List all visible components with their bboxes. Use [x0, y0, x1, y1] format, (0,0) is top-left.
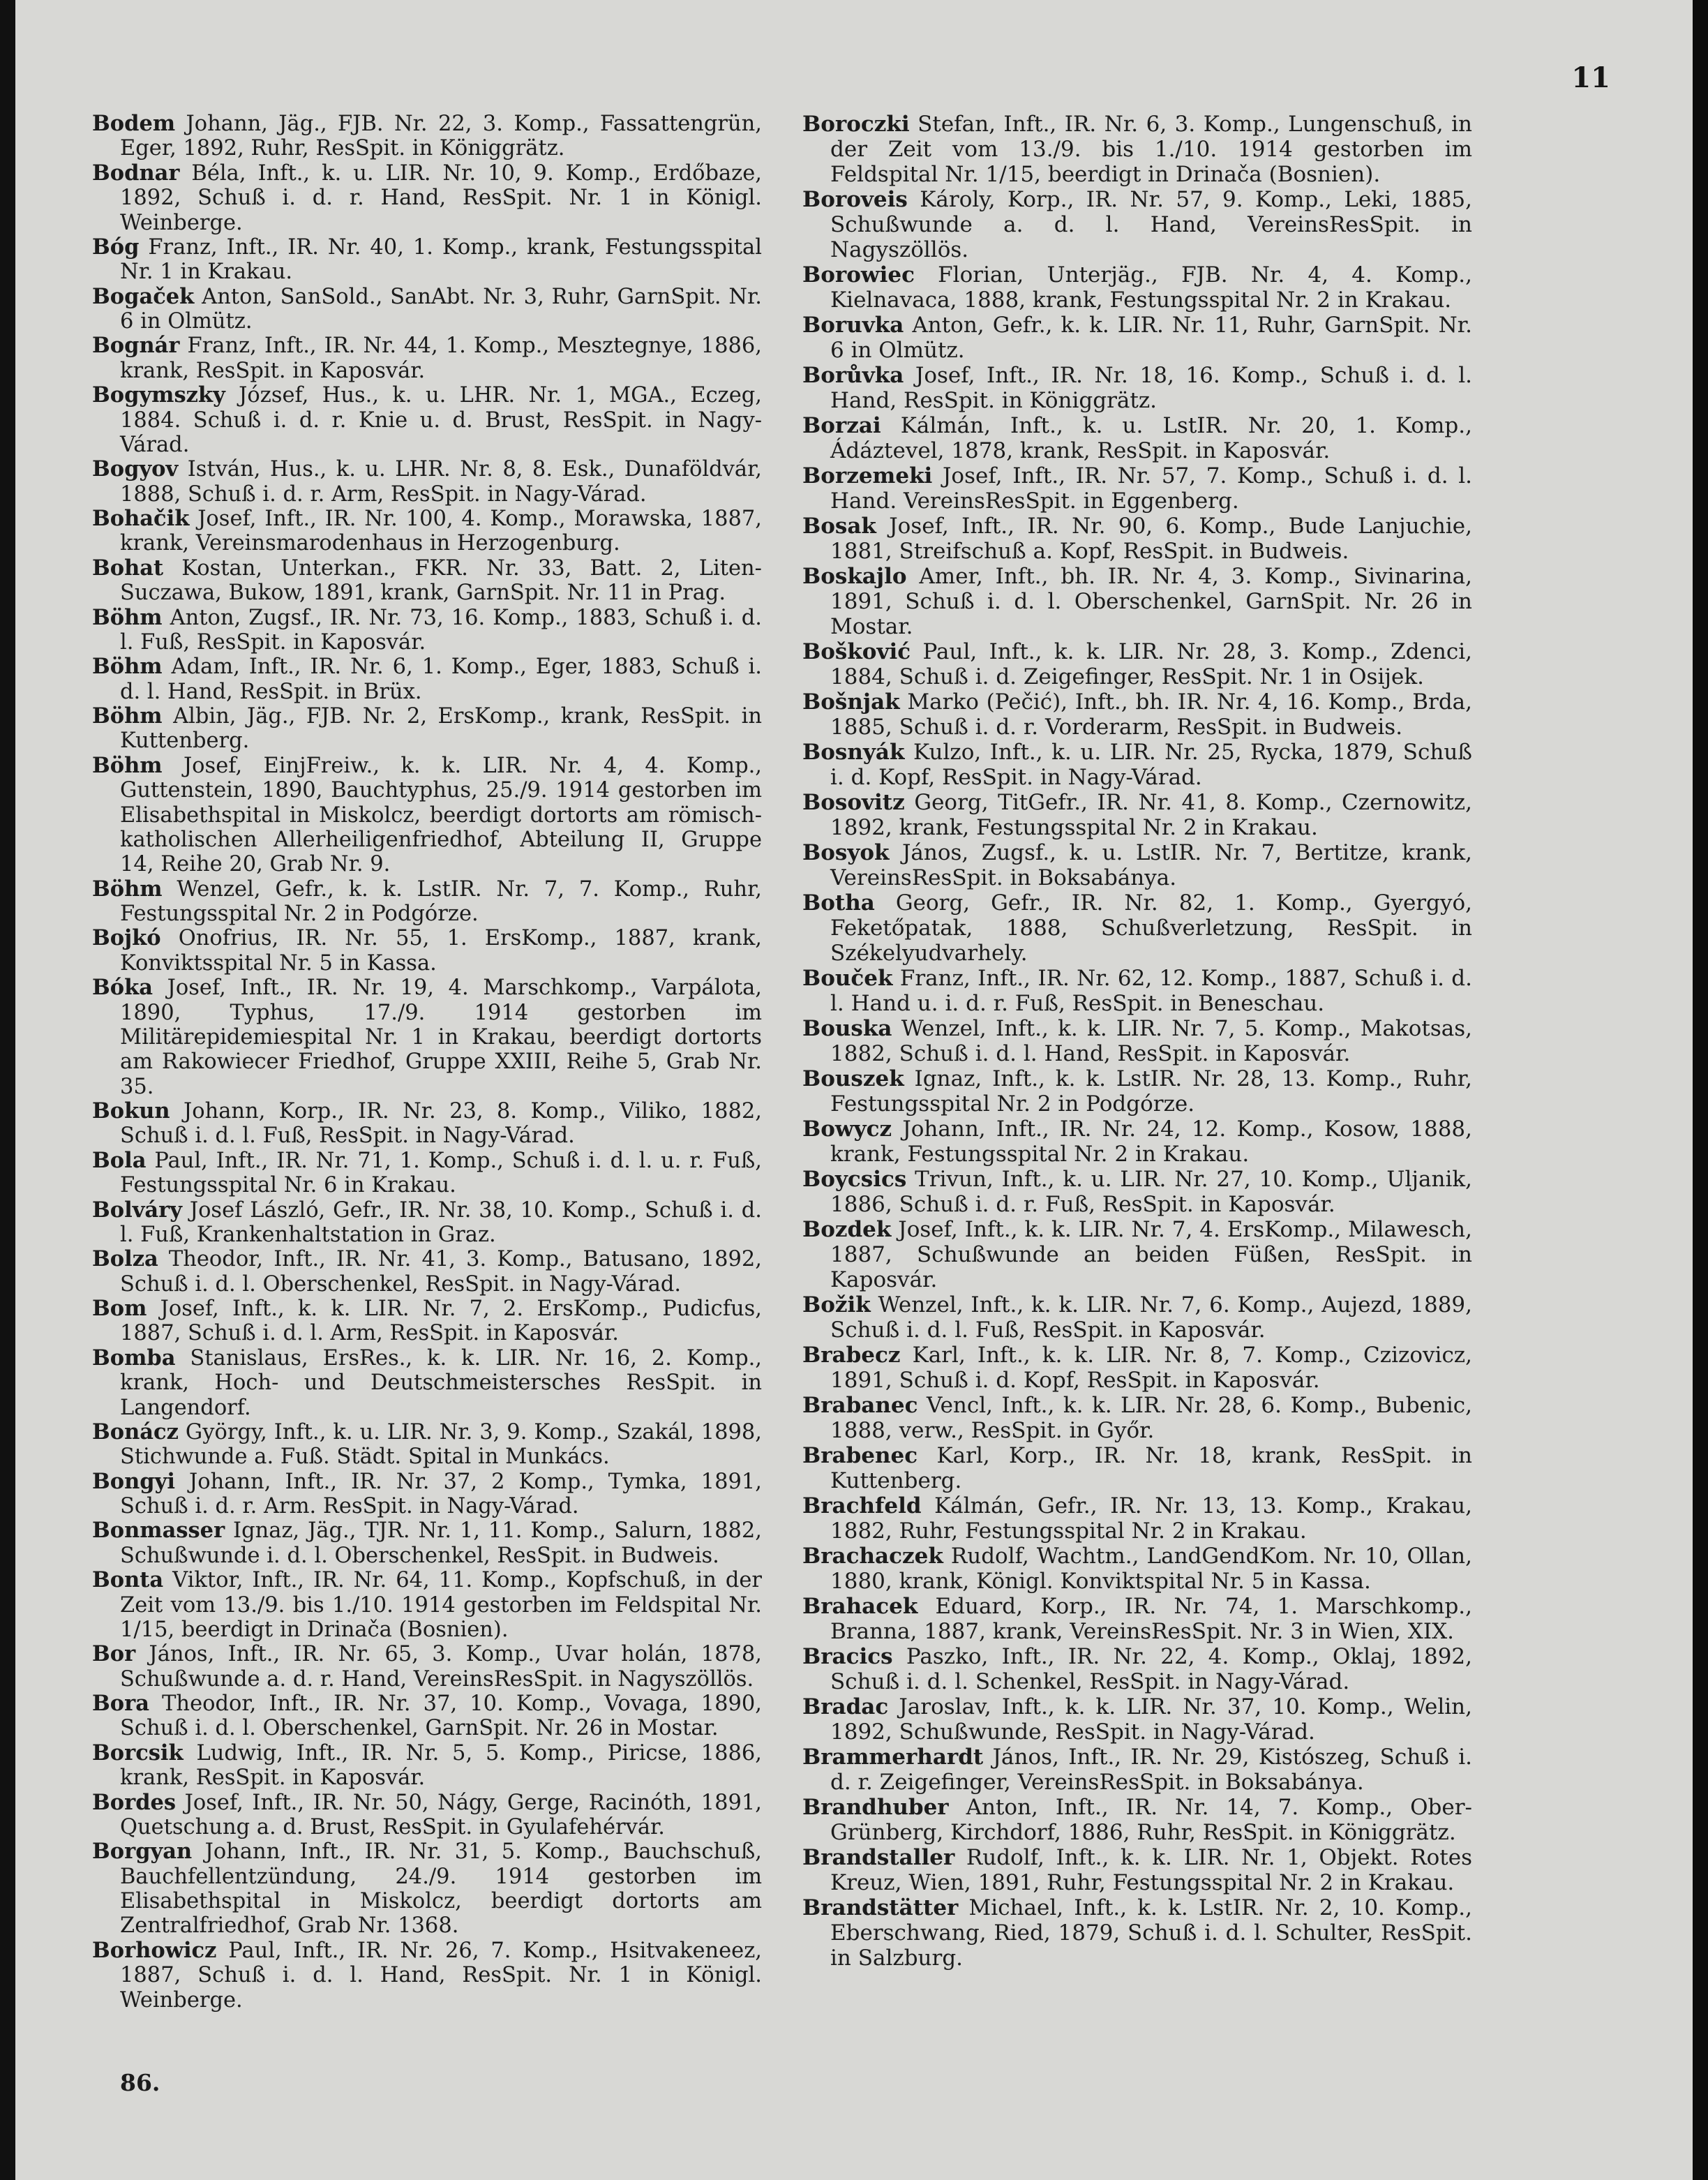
entry-details: Károly, Korp., IR. Nr. 57, 9. Komp., Leki, 1885, Schußwunde a. d. l. Hand, VereinsResSpit. in Nagyszöllös.: [830, 187, 1472, 262]
entry-surname: Bosak: [802, 514, 876, 539]
register-entry: [92, 457, 762, 507]
entry-details: Marko (Pečić), Inft., bh. IR. Nr. 4, 16. Komp., Brda, 1885, Schuß i. d. r. Vorderarm, ResSpit. in Budweis.: [830, 689, 1472, 740]
register-entry: [92, 1741, 762, 1791]
entry-details: Wenzel, Inft., k. k. LIR. Nr. 7, 6. Komp., Aujezd, 1889, Schuß i. d. l. Fuß, ResSpit. in Kaposvár.: [830, 1292, 1472, 1343]
entry-details: Johann, Inft., IR. Nr. 24, 12. Komp., Kosow, 1888, krank, Festungsspital Nr. 2 in Krakau.: [830, 1117, 1472, 1167]
entry-details: Josef László, Gefr., IR. Nr. 38, 10. Komp., Schuß i. d. l. Fuß, Krankenhaltstation in Graz.: [120, 1197, 762, 1247]
register-entry: [802, 1217, 1472, 1292]
entry-details: Anton, SanSold., SanAbt. Nr. 3, Ruhr, GarnSpit. Nr. 6 in Olmütz.: [120, 284, 762, 334]
entry-details: Paul, Inft., IR. Nr. 71, 1. Komp., Schuß i. d. l. u. r. Fuß, Festungsspital Nr. 6 in Krakau.: [120, 1148, 762, 1198]
register-entry: [802, 1343, 1472, 1393]
register-entry: [92, 161, 762, 235]
entry-details: Kálmán, Gefr., IR. Nr. 13, 13. Komp., Krakau, 1882, Ruhr, Festungsspital Nr. 2 in Krakau.: [830, 1493, 1472, 1544]
register-entry: [92, 606, 762, 655]
register-entry: [802, 1895, 1472, 1971]
entry-details: Kostan, Unterkan., FKR. Nr. 33, Batt. 2, Liten-Suczawa, Bukow, 1891, krank, GarnSpit. Nr. 11 in Prag.: [120, 555, 762, 606]
register-entry: [802, 1016, 1472, 1066]
register-entry: [802, 262, 1472, 313]
register-entry: [802, 1795, 1472, 1845]
entry-surname: Bóka: [92, 975, 153, 1001]
register-entry: [92, 1642, 762, 1692]
entry-details: István, Hus., k. u. LHR. Nr. 8, 8. Esk., Dunaföldvár, 1888, Schuß i. d. r. Arm, ResSpit. in Nagy-Várad.: [120, 457, 762, 507]
register-entry: [92, 1518, 762, 1568]
entry-surname: Bouszek: [802, 1066, 904, 1091]
entry-surname: Borgyan: [92, 1839, 193, 1865]
register-entry: [92, 1247, 762, 1297]
entry-surname: Bongyi: [92, 1468, 175, 1494]
entry-surname: Brachfeld: [802, 1493, 922, 1518]
register-entry: [802, 514, 1472, 564]
register-entry: [92, 1470, 762, 1519]
register-entry: [802, 1393, 1472, 1443]
entry-details: Josef, Inft., k. k. LIR. Nr. 7, 2. ErsKomp., Pudicfus, 1887, Schuß i. d. l. Arm, ResSpit. in Kaposvár.: [120, 1297, 762, 1346]
register-entry: [92, 556, 762, 606]
entry-details: János, Inft., IR. Nr. 65, 3. Komp., Uvar holán, 1878, Schußwunde a. d. r. Hand, VereinsResSpit. in Nagyszöllös.: [120, 1642, 762, 1692]
register-entry: [92, 1297, 762, 1346]
entry-surname: Bogymszky: [92, 382, 225, 408]
register-entry: [92, 1420, 762, 1470]
entry-surname: Bola: [92, 1147, 147, 1173]
entry-surname: Bohat: [92, 555, 164, 581]
register-entry: [802, 1167, 1472, 1217]
entry-surname: Brandstätter: [802, 1895, 959, 1920]
entry-surname: Bomba: [92, 1345, 176, 1371]
entry-details: Kulzo, Inft., k. u. LIR. Nr. 25, Rycka, 1879, Schuß i. d. Kopf, ResSpit. in Nagy-Várad.: [830, 740, 1472, 790]
register-entry: [802, 313, 1472, 363]
register-entry: [92, 285, 762, 334]
entry-details: Ludwig, Inft., IR. Nr. 5, 5. Komp., Piricse, 1886, krank, ResSpit. in Kaposvár.: [120, 1740, 762, 1791]
entry-surname: Boroczki: [802, 112, 910, 137]
entry-surname: Botha: [802, 890, 875, 916]
entry-surname: Bolza: [92, 1246, 158, 1272]
entry-surname: Bracics: [802, 1644, 893, 1669]
register-entry: [92, 877, 762, 927]
entry-surname: Borcsik: [92, 1740, 183, 1765]
scan-edge: [1693, 0, 1708, 2180]
entry-surname: Bouček: [802, 966, 893, 991]
register-entry: [92, 334, 762, 383]
register-entry: [802, 463, 1472, 514]
register-entry: [802, 689, 1472, 740]
entry-details: Anton, Zugsf., IR. Nr. 73, 16. Komp., 1883, Schuß i. d. l. Fuß, ResSpit. in Kaposvár.: [120, 605, 762, 655]
entry-surname: Bozdek: [802, 1217, 892, 1242]
register-entry: [802, 1594, 1472, 1644]
entry-details: Paul, Inft., k. k. LIR. Nr. 28, 3. Komp., Zdenci, 1884, Schuß i. d. Zeigefinger, ResSpit. Nr. 1 in Osijek.: [830, 639, 1472, 689]
entry-details: Karl, Korp., IR. Nr. 18, krank, ResSpit. in Kuttenberg.: [830, 1443, 1472, 1493]
entry-details: Josef, Inft., IR. Nr. 90, 6. Komp., Bude Lanjuchie, 1881, Streifschuß a. Kopf, ResSpit. in Budweis.: [830, 514, 1472, 564]
register-entry: [802, 1845, 1472, 1895]
entry-details: Theodor, Inft., IR. Nr. 37, 10. Komp., Vovaga, 1890, Schuß i. d. l. Oberschenkel, GarnSpit. Nr. 26 in Mostar.: [120, 1692, 762, 1741]
entry-details: Stefan, Inft., IR. Nr. 6, 3. Komp., Lungenschuß, in der Zeit vom 13./9. bis 1./10. 1914 gestorben im Feldspital Nr. 1/15, beerdigt in Drinača (Bosnien).: [830, 112, 1472, 187]
register-entry: [92, 235, 762, 285]
register-entry: [802, 1292, 1472, 1343]
entry-surname: Bosnyák: [802, 740, 905, 765]
register-entry: [92, 507, 762, 556]
entry-details: Johann, Jäg., FJB. Nr. 22, 3. Komp., Fassattengrün, Eger, 1892, Ruhr, ResSpit. in Königgrätz.: [120, 112, 762, 161]
entry-surname: Bokun: [92, 1098, 170, 1123]
entry-surname: Böhm: [92, 703, 163, 729]
register-entry: [802, 1493, 1472, 1544]
entry-surname: Bosyok: [802, 840, 890, 865]
entry-surname: Bosovitz: [802, 790, 905, 815]
entry-details: János, Inft., IR. Nr. 29, Kistószeg, Schuß i. d. r. Zeigefinger, VereinsResSpit. in Boksabánya.: [830, 1745, 1472, 1795]
entry-surname: Brabenec: [802, 1443, 918, 1468]
entry-surname: Bóg: [92, 234, 140, 260]
entry-details: Rudolf, Inft., k. k. LIR. Nr. 1, Objekt. Rotes Kreuz, Wien, 1891, Ruhr, Festungsspital Nr. 2 in Krakau.: [830, 1845, 1472, 1895]
entry-details: Wenzel, Gefr., k. k. LstIR. Nr. 7, 7. Komp., Ruhr, Festungsspital Nr. 2 in Podgórze.: [120, 876, 762, 926]
entry-details: Anton, Inft., IR. Nr. 14, 7. Komp., Ober-Grünberg, Kirchdorf, 1886, Ruhr, ResSpit. in Königgrätz.: [830, 1795, 1472, 1845]
entry-details: Josef, Inft., IR. Nr. 50, Nágy, Gerge, Racinóth, 1891, Quetschung a. d. Brust, ResSpit. in Gyulafehérvár.: [120, 1790, 762, 1839]
entry-surname: Borhowicz: [92, 1937, 217, 1963]
entry-details: Josef, EinjFreiw., k. k. LIR. Nr. 4, 4. Komp., Guttenstein, 1890, Bauchtyphus, 25./9. 1914 gestorben im Elisabethspital in Miskolcz, beerdigt dortorts am römisch-katholischen Allerheiligenfriedhof, Abteilung II, Gruppe 14, Reihe 20, Grab Nr. 9.: [120, 753, 762, 877]
entry-details: Rudolf, Wachtm., LandGendKom. Nr. 10, Ollan, 1880, krank, Königl. Konviktspital Nr. 5 in Kassa.: [830, 1544, 1472, 1594]
register-entry: [802, 363, 1472, 413]
entry-surname: Borzemeki: [802, 463, 933, 488]
entry-surname: Brahacek: [802, 1594, 918, 1619]
entry-details: Wenzel, Inft., k. k. LIR. Nr. 7, 5. Komp., Makotsas, 1882, Schuß i. d. l. Hand, ResSpit. in Kaposvár.: [830, 1016, 1472, 1066]
entry-details: Viktor, Inft., IR. Nr. 64, 11. Komp., Kopfschuß, in der Zeit vom 13./9. bis 1./10. 1914 gestorben im Feldspital Nr. 1/15, beerdigt in Drinača (Bosnien).: [120, 1568, 762, 1642]
entry-details: Johann, Inft., IR. Nr. 37, 2 Komp., Tymka, 1891, Schuß i. d. r. Arm. ResSpit. in Nagy-Várad.: [120, 1469, 762, 1518]
entry-surname: Boycsics: [802, 1167, 907, 1192]
entry-details: Anton, Gefr., k. k. LIR. Nr. 11, Ruhr, GarnSpit. Nr. 6 in Olmütz.: [830, 313, 1472, 363]
entry-details: Josef, Inft., IR. Nr. 57, 7. Komp., Schuß i. d. l. Hand. VereinsResSpit. in Eggenberg.: [830, 463, 1472, 514]
entry-surname: Borzai: [802, 413, 881, 438]
register-entry: [92, 1939, 762, 2013]
register-entry: [802, 1644, 1472, 1694]
entry-surname: Boroveis: [802, 187, 908, 212]
entry-surname: Bodnar: [92, 160, 180, 186]
entry-details: Jaroslav, Inft., k. k. LIR. Nr. 37, 10. Komp., Welin, 1892, Schußwunde, ResSpit. in Nagy-Várad.: [830, 1694, 1472, 1745]
entry-details: Vencl, Inft., k. k. LIR. Nr. 28, 6. Komp., Bubenic, 1888, verw., ResSpit. in Győr.: [830, 1393, 1472, 1443]
entry-details: József, Hus., k. u. LHR. Nr. 1, MGA., Eczeg, 1884. Schuß i. d. r. Knie u. d. Brust, ResSpit. in Nagy-Várad.: [120, 383, 762, 457]
entry-details: Kálmán, Inft., k. u. LstIR. Nr. 20, 1. Komp., Ádáztevel, 1878, krank, ResSpit. in Kaposvár.: [830, 413, 1472, 463]
entry-surname: Bonmasser: [92, 1518, 225, 1544]
entry-details: Amer, Inft., bh. IR. Nr. 4, 3. Komp., Sivinarina, 1891, Schuß i. d. l. Oberschenkel, GarnSpit. Nr. 26 in Mostar.: [830, 564, 1472, 639]
entry-details: Paszko, Inft., IR. Nr. 22, 4. Komp., Oklaj, 1892, Schuß i. d. l. Schenkel, ResSpit. in Nagy-Várad.: [830, 1644, 1472, 1694]
entry-surname: Bošković: [802, 639, 911, 664]
entry-surname: Böhm: [92, 752, 163, 778]
entry-details: Theodor, Inft., IR. Nr. 41, 3. Komp., Batusano, 1892, Schuß i. d. l. Oberschenkel, ResSpit. in Nagy-Várad.: [120, 1247, 762, 1297]
entry-details: Karl, Inft., k. k. LIR. Nr. 8, 7. Komp., Czizovicz, 1891, Schuß i. d. Kopf, ResSpit. in Kaposvár.: [830, 1343, 1472, 1393]
entry-surname: Brabanec: [802, 1393, 918, 1418]
entry-surname: Božik: [802, 1292, 871, 1317]
entry-details: Johann, Inft., IR. Nr. 31, 5. Komp., Bauchschuß, Bauchfellentzündung, 24./9. 1914 gestorben im Elisabethspital in Miskolcz, beerdigt dortorts am Zentralfriedhof, Grab Nr. 1368.: [120, 1839, 762, 1939]
entry-details: Josef, Inft., IR. Nr. 19, 4. Marschkomp., Varpálota, 1890, Typhus, 17./9. 1914 gestorben im Militärepidemiespital Nr. 1 in Krakau, beerdigt dortorts am Rakowiecer Friedhof, Gruppe XXIII, Reihe 5, Grab Nr. 35.: [120, 976, 762, 1099]
register-entry: [802, 1694, 1472, 1745]
entry-details: Eduard, Korp., IR. Nr. 74, 1. Marschkomp., Branna, 1887, krank, VereinsResSpit. Nr. 3 in Wien, XIX.: [830, 1594, 1472, 1644]
entry-surname: Bogaček: [92, 283, 195, 309]
register-entry: [802, 1745, 1472, 1795]
entry-surname: Böhm: [92, 654, 163, 680]
register-entry: [92, 926, 762, 976]
register-entry: [802, 1544, 1472, 1594]
entry-surname: Bohačik: [92, 506, 190, 531]
entry-details: Adam, Inft., IR. Nr. 6, 1. Komp., Eger, 1883, Schuß i. d. l. Hand, ResSpit. in Brüx.: [120, 655, 762, 704]
entry-details: Georg, TitGefr., IR. Nr. 41, 8. Komp., Czernowitz, 1892, krank, Festungsspital Nr. 2 in Krakau.: [830, 790, 1472, 840]
entry-details: János, Zugsf., k. u. LstIR. Nr. 7, Bertitze, krank, VereinsResSpit. in Boksabánya.: [830, 840, 1472, 890]
register-entry: [802, 639, 1472, 689]
entry-details: Franz, Inft., IR. Nr. 62, 12. Komp., 1887, Schuß i. d. l. Hand u. i. d. r. Fuß, ResSpit. in Beneschau.: [830, 966, 1472, 1016]
register-entry: [92, 704, 762, 754]
register-entry: [92, 1791, 762, 1840]
register-entry: [92, 754, 762, 877]
register-entry: [802, 840, 1472, 890]
register-entry: [802, 1066, 1472, 1117]
register-entry: [92, 112, 762, 161]
entry-details: Ignaz, Jäg., TJR. Nr. 1, 11. Komp., Salurn, 1882, Schußwunde i. d. l. Oberschenkel, ResSpit. in Budweis.: [120, 1518, 762, 1568]
entry-details: Ignaz, Inft., k. k. LstIR. Nr. 28, 13. Komp., Ruhr, Festungsspital Nr. 2 in Podgórze.: [830, 1066, 1472, 1117]
entry-surname: Boruvka: [802, 313, 904, 338]
entry-details: Trivun, Inft., k. u. LIR. Nr. 27, 10. Komp., Uljanik, 1886, Schuß i. d. r. Fuß, ResSpit. in Kaposvár.: [830, 1167, 1472, 1217]
entry-details: Albin, Jäg., FJB. Nr. 2, ErsKomp., krank, ResSpit. in Kuttenberg.: [120, 704, 762, 754]
entry-details: Stanislaus, ErsRes., k. k. LIR. Nr. 16, 2. Komp., krank, Hoch- und Deutschmeistersches ResSpit. in Langendorf.: [120, 1345, 762, 1420]
register-entry: [92, 1692, 762, 1741]
entry-surname: Bom: [92, 1296, 147, 1321]
register-entry: [802, 413, 1472, 463]
entry-surname: Böhm: [92, 604, 163, 630]
entry-details: Josef, Inft., IR. Nr. 18, 16. Komp., Schuß i. d. l. Hand, ResSpit. in Königgrätz.: [830, 363, 1472, 413]
entry-surname: Boskajlo: [802, 564, 907, 589]
entry-surname: Bowycz: [802, 1117, 892, 1142]
entry-surname: Bošnjak: [802, 689, 900, 715]
register-entry: [802, 1443, 1472, 1493]
entry-details: Franz, Inft., IR. Nr. 40, 1. Komp., krank, Festungsspital Nr. 1 in Krakau.: [120, 234, 762, 285]
register-entry: [92, 1149, 762, 1198]
register-entry: [92, 1099, 762, 1149]
entry-surname: Bodem: [92, 111, 176, 136]
register-entry: [92, 1568, 762, 1642]
register-entry: [802, 790, 1472, 840]
entry-details: Michael, Inft., k. k. LstIR. Nr. 2, 10. Komp., Eberschwang, Ried, 1879, Schuß i. d. l. Schulter, ResSpit. in Salzburg.: [830, 1895, 1472, 1971]
register-entry: [802, 740, 1472, 790]
entry-surname: Brammerhardt: [802, 1745, 984, 1770]
entry-details: Franz, Inft., IR. Nr. 44, 1. Komp., Mesztegnye, 1886, krank, ResSpit. in Kaposvár.: [120, 334, 762, 383]
entry-surname: Bora: [92, 1691, 149, 1716]
register-entry: [92, 383, 762, 457]
footer-mark: 86.: [120, 2069, 160, 2096]
register-entry: [802, 1117, 1472, 1167]
entry-surname: Brabecz: [802, 1343, 901, 1368]
register-entry: [802, 112, 1472, 187]
entry-details: György, Inft., k. u. LIR. Nr. 3, 9. Komp., Szakál, 1898, Stichwunde a. Fuß. Städt. Spital in Munkács.: [120, 1419, 762, 1470]
entry-surname: Bojkó: [92, 925, 161, 951]
register-entry: [92, 1198, 762, 1248]
register-entry: [802, 966, 1472, 1016]
entry-details: Florian, Unterjäg., FJB. Nr. 4, 4. Komp., Kielnavaca, 1888, krank, Festungsspital Nr. 2 in Krakau.: [830, 262, 1472, 313]
entry-surname: Brachaczek: [802, 1544, 943, 1569]
entry-surname: Borůvka: [802, 363, 904, 388]
entry-surname: Bognár: [92, 333, 180, 359]
register-entry: [92, 976, 762, 1099]
entry-surname: Böhm: [92, 876, 163, 902]
register-entry: [92, 655, 762, 704]
entry-surname: Bradac: [802, 1694, 889, 1719]
entry-details: Josef, Inft., k. k. LIR. Nr. 7, 4. ErsKomp., Milawesch, 1887, Schußwunde an beiden Füßen, ResSpit. in Kaposvár.: [830, 1217, 1472, 1292]
entry-surname: Borowiec: [802, 262, 915, 288]
entry-surname: Bonta: [92, 1567, 164, 1593]
page-number: 11: [1571, 61, 1610, 94]
entry-surname: Bouska: [802, 1016, 892, 1041]
register-entry: [92, 1346, 762, 1420]
entry-surname: Bonácz: [92, 1419, 179, 1444]
entry-surname: Bordes: [92, 1789, 177, 1815]
entry-details: Béla, Inft., k. u. LIR. Nr. 10, 9. Komp., Erdőbaze, 1892, Schuß i. d. r. Hand, ResSpit. Nr. 1 in Königl. Weinberge.: [120, 160, 762, 235]
entry-surname: Brandhuber: [802, 1795, 949, 1820]
entry-details: Johann, Korp., IR. Nr. 23, 8. Komp., Viliko, 1882, Schuß i. d. l. Fuß, ResSpit. in Nagy-Várad.: [120, 1099, 762, 1149]
register-entry: [92, 1839, 762, 1939]
register-entry: [802, 564, 1472, 639]
register-entry: [802, 890, 1472, 966]
entry-details: Georg, Gefr., IR. Nr. 82, 1. Komp., Gyergyó, Feketőpatak, 1888, Schußverletzung, ResSpit. in Székelyudvarhely.: [830, 890, 1472, 966]
entry-details: Josef, Inft., IR. Nr. 100, 4. Komp., Morawska, 1887, krank, Vereinsmarodenhaus in Herzogenburg.: [120, 507, 762, 556]
left-column: [92, 112, 762, 2013]
entry-surname: Brandstaller: [802, 1845, 955, 1870]
entry-surname: Bor: [92, 1641, 136, 1667]
document-page: [15, 0, 1693, 2180]
entry-details: Paul, Inft., IR. Nr. 26, 7. Komp., Hsitvakeneez, 1887, Schuß i. d. l. Hand, ResSpit. Nr. 1 in Königl. Weinberge.: [120, 1938, 762, 2013]
entry-surname: Bolváry: [92, 1197, 182, 1223]
register-entry: [802, 187, 1472, 262]
entry-details: Onofrius, IR. Nr. 55, 1. ErsKomp., 1887, krank, Konviktsspital Nr. 5 in Kassa.: [120, 926, 762, 976]
entry-surname: Bogyov: [92, 456, 179, 482]
right-column: [802, 112, 1472, 1971]
